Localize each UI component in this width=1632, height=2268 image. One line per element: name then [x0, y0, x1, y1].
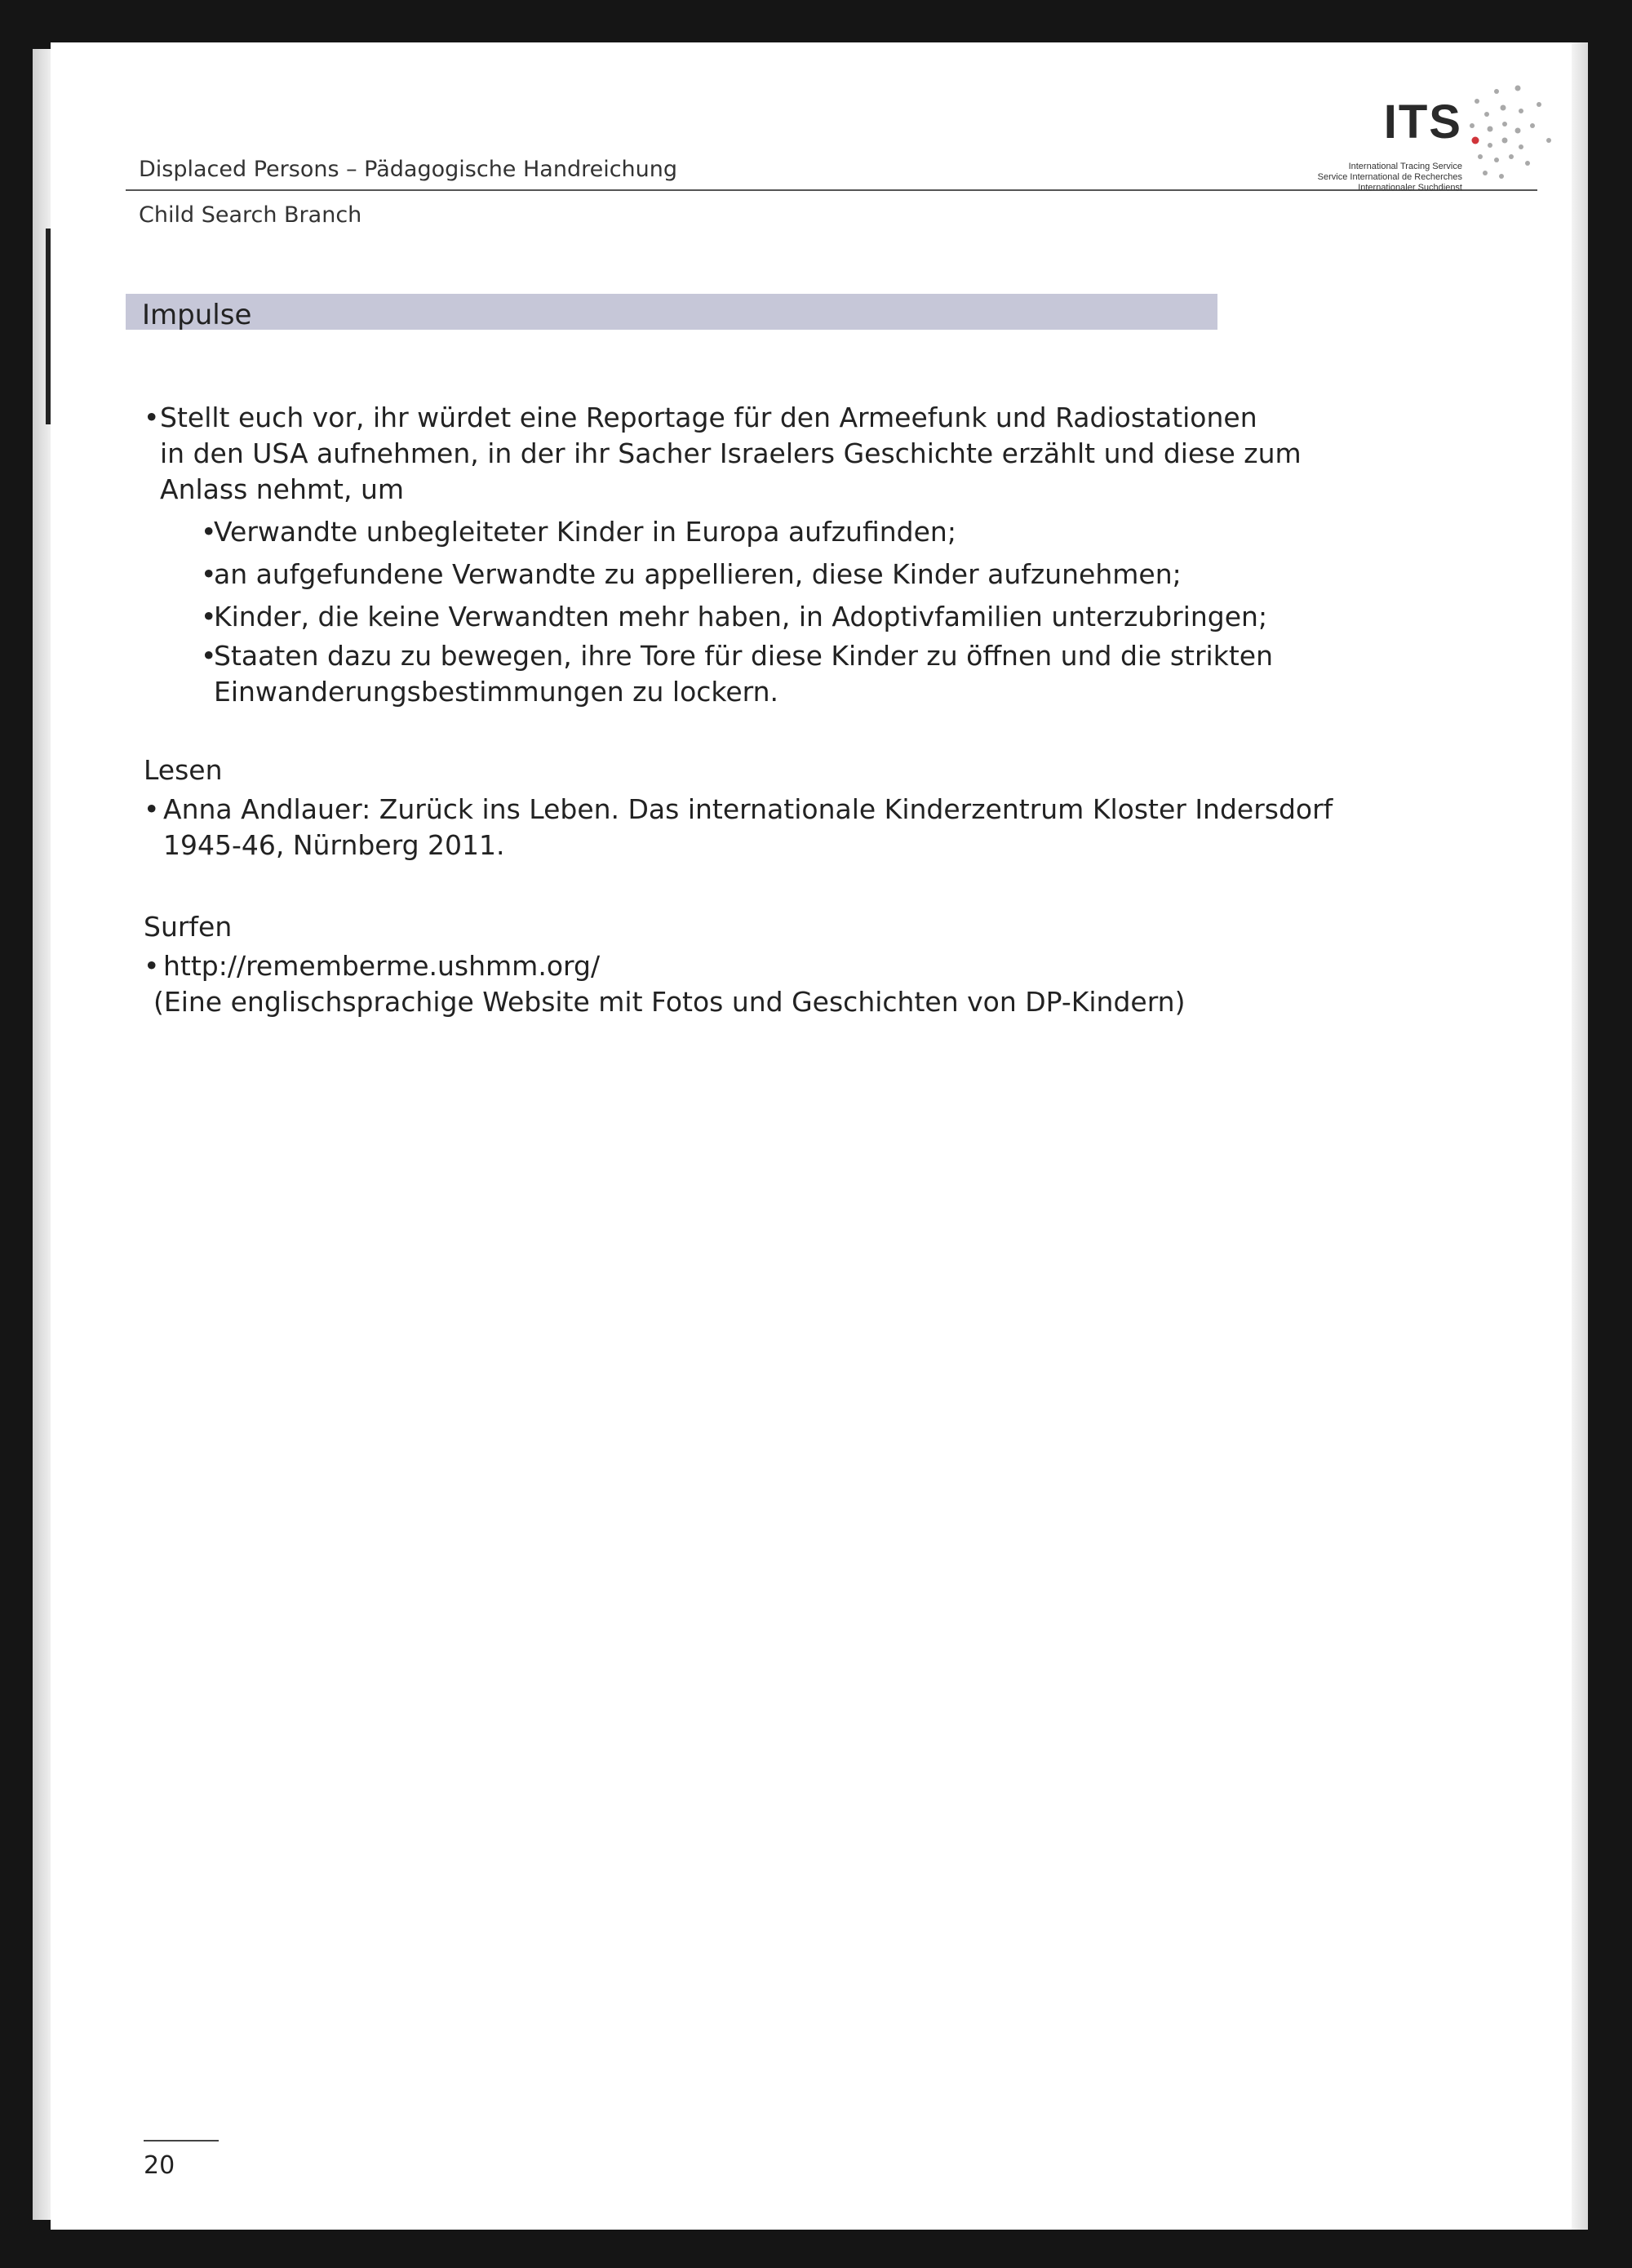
bullet-icon: •: [144, 950, 160, 982]
footer-divider: [144, 2140, 219, 2142]
bullet-icon: •: [144, 402, 160, 433]
bullet-icon: •: [201, 516, 217, 548]
logo-line-2: Service International de Recherches: [1317, 172, 1462, 182]
surfen-heading: Surfen: [144, 911, 233, 943]
impulse-intro-line-3: Anlass nehmt, um: [160, 473, 405, 505]
page-right-edge: [1572, 42, 1588, 2230]
surfen-link[interactable]: http://rememberme.ushmm.org/: [163, 950, 601, 982]
list-item: an aufgefundene Verwandte zu appellieren, diese Kinder aufzunehmen;: [214, 558, 1182, 590]
header-title: Displaced Persons – Pädagogische Handreichung: [139, 157, 678, 182]
header-divider: [126, 189, 1537, 191]
list-item: Einwanderungsbestimmungen zu lockern.: [214, 676, 779, 708]
surfen-description: (Eine englischsprachige Website mit Fotos und Geschichten von DP-Kindern): [153, 986, 1186, 1018]
lesen-line-1: Anna Andlauer: Zurück ins Leben. Das internationale Kinderzentrum Kloster Indersdorf: [163, 793, 1333, 825]
logo-dots-icon: [1454, 75, 1568, 189]
list-item: Staaten dazu zu bewegen, ihre Tore für diese Kinder zu öffnen und die strikten: [214, 640, 1273, 672]
impulse-intro-line-2: in den USA aufnehmen, in der ihr Sacher Israelers Geschichte erzählt und diese zum: [160, 437, 1302, 469]
lesen-line-2: 1945-46, Nürnberg 2011.: [163, 829, 505, 861]
its-logo: [1209, 75, 1568, 193]
logo-line-1: International Tracing Service: [1348, 162, 1462, 171]
header-subtitle: Child Search Branch: [139, 202, 362, 228]
impulse-heading-bar: [126, 294, 1217, 330]
logo-line-3: Internationaler Suchdienst: [1358, 183, 1462, 193]
list-item: Verwandte unbegleiteter Kinder in Europa aufzufinden;: [214, 516, 956, 548]
spine-mark: [46, 229, 51, 424]
logo-acronym: ITS: [1383, 95, 1462, 149]
page-number: 20: [144, 2151, 175, 2180]
impulse-heading: Impulse: [142, 299, 252, 331]
bullet-icon: •: [144, 793, 160, 825]
lesen-heading: Lesen: [144, 754, 223, 786]
bullet-icon: •: [201, 558, 217, 590]
bullet-icon: •: [201, 601, 217, 632]
bullet-icon: •: [201, 640, 217, 672]
impulse-intro-line-1: Stellt euch vor, ihr würdet eine Reportage für den Armeefunk und Radiostationen: [160, 402, 1257, 433]
list-item: Kinder, die keine Verwandten mehr haben, in Adoptivfamilien unterzubringen;: [214, 601, 1268, 632]
document-page: [51, 42, 1572, 2230]
